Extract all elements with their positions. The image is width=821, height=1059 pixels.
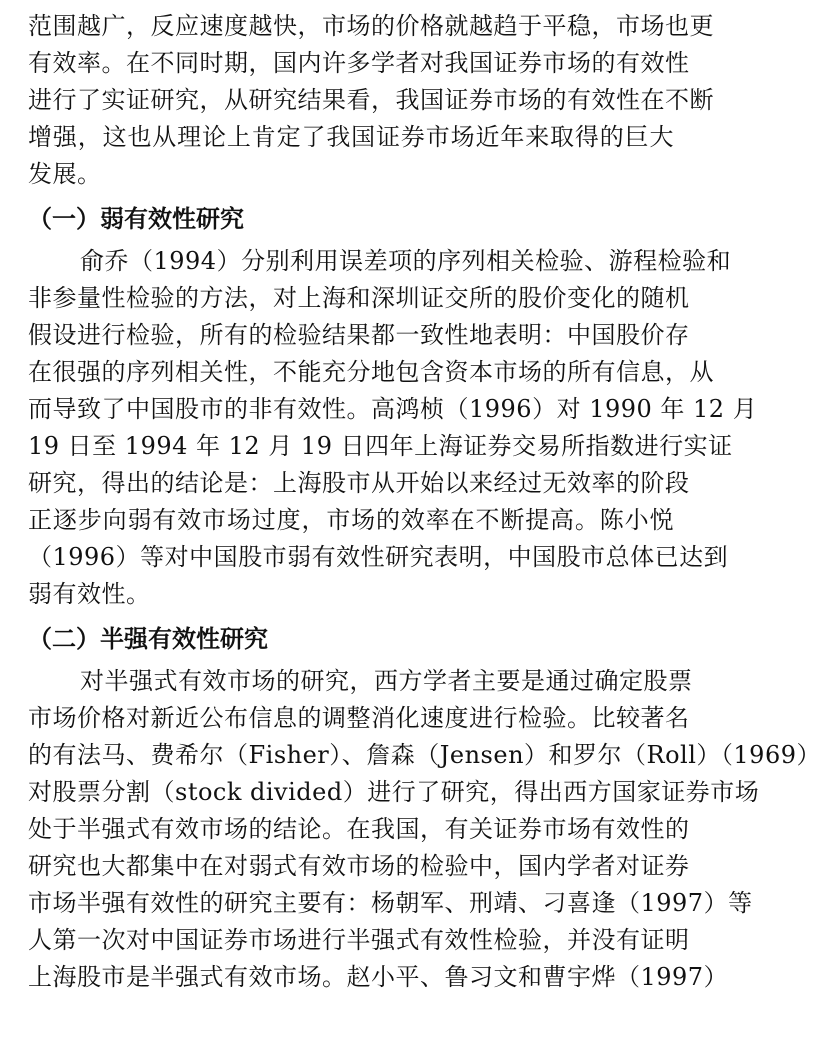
text-line: 正逐步向弱有效市场过度，市场的效率在不断提高。陈小悦 [28, 506, 674, 534]
text-line: 弱有效性。 [28, 580, 151, 608]
text-line: 研究也大都集中在对弱式有效市场的检验中，国内学者对证券 [28, 852, 690, 880]
text-line: 上海股市是半强式有效市场。赵小平、鲁习文和曹宇烨（1997） [28, 963, 729, 991]
text-line: 市场半强有效性的研究主要有：杨朝军、刑靖、刁喜逢（1997）等 [28, 889, 753, 917]
text-line: 人第一次对中国证券市场进行半强式有效性检验，并没有证明 [28, 926, 690, 954]
section-heading-semi-strong-efficiency: （二）半强有效性研究 [28, 624, 268, 653]
text-line: 研究，得出的结论是：上海股市从开始以来经过无效率的阶段 [28, 469, 690, 497]
paragraph-intro [28, 8, 714, 193]
text-line: （1996）等对中国股市弱有效性研究表明，中国股市总体已达到 [28, 543, 729, 571]
text-line: 俞乔（1994）分别利用误差项的序列相关检验、游程检验和 [80, 247, 732, 275]
paragraph-weak-efficiency [28, 243, 758, 613]
text-line: 对半强式有效市场的研究，西方学者主要是通过确定股票 [80, 667, 693, 695]
text-line: 对股票分割（stock divided）进行了研究，得出西方国家证券市场 [28, 778, 760, 806]
text-line: 而导致了中国股市的非有效性。高鸿桢（1996）对 1990 年 12 月 [28, 395, 758, 423]
text-line: 范围越广，反应速度越快，市场的价格就越趋于平稳，市场也更 [28, 12, 714, 40]
text-line: 市场价格对新近公布信息的调整消化速度进行检验。比较著名 [28, 704, 690, 732]
document-page [28, 8, 821, 996]
text-line: 进行了实证研究，从研究结果看，我国证券市场的有效性在不断 [28, 86, 714, 114]
text-line: 发展。 [28, 160, 102, 188]
text-line: 有效率。在不同时期，国内许多学者对我国证券市场的有效性 [28, 49, 690, 77]
paragraph-semi-strong-efficiency [28, 663, 821, 996]
text-line: 假设进行检验，所有的检验结果都一致性地表明：中国股价存 [28, 321, 690, 349]
text-line: 增强，这也从理论上肯定了我国证券市场近年来取得的巨大 [28, 123, 674, 151]
text-line: 在很强的序列相关性，不能充分地包含资本市场的所有信息，从 [28, 358, 714, 386]
section-heading-weak-efficiency: （一）弱有效性研究 [28, 204, 244, 233]
text-line: 非参量性检验的方法，对上海和深圳证交所的股价变化的随机 [28, 284, 690, 312]
text-line: 19 日至 1994 年 12 月 19 日四年上海证券交易所指数进行实证 [28, 432, 733, 460]
text-line: 的有法马、费希尔（Fisher）、詹森（Jensen）和罗尔（Roll）（1969） [28, 741, 821, 769]
text-line: 处于半强式有效市场的结论。在我国，有关证券市场有效性的 [28, 815, 690, 843]
